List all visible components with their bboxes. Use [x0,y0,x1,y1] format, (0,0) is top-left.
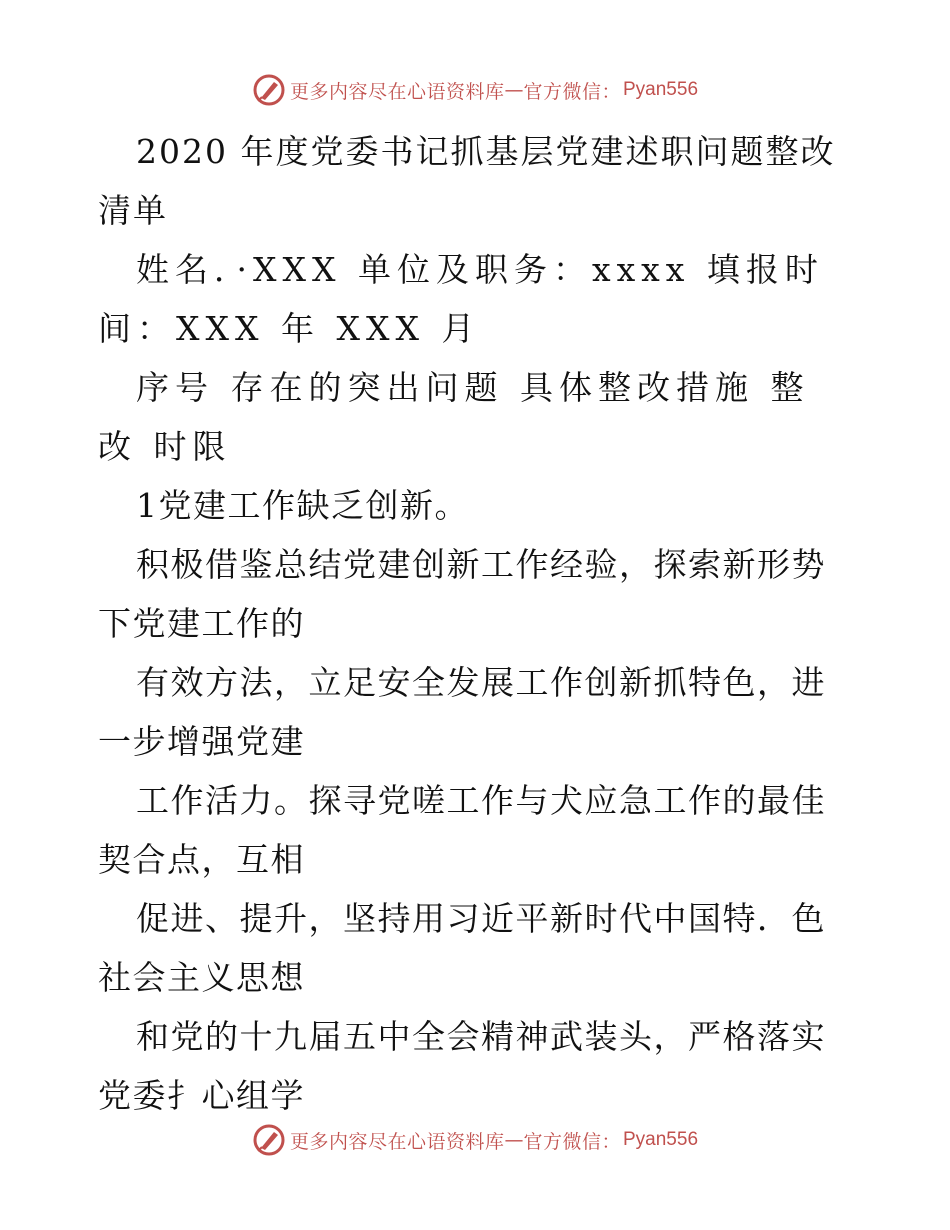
measure-paragraph-5: 和党的十九届五中全会精神武装头，严格落实党委扌心组学 [98,1017,826,1115]
table-header-line: 序号 存在的突出问题 具体整改措施 整 改 时限 [98,368,810,466]
measure-paragraph-1: 积极借鉴总结党建创新工作经验，探索新形势下党建工作的 [98,545,826,643]
measure-paragraph-4: 促进、提升，坚持用习近平新时代中国特．色社会主义思想 [98,899,826,997]
watermark-footer [0,1120,950,1160]
issue-item-1: 1党建工作缺乏创新。 [136,486,469,525]
name-unit-line: 姓名．·XXX 单位及职务：xxxx 填报时间：XXX 年 XXX 月 [98,250,824,348]
watermark-wechat-id: Pyan556 [623,79,699,100]
measure-paragraph-3: 工作活力。探寻党嗟工作与犬应急工作的最佳契合点，互相 [98,781,826,879]
watermark-separator: — [504,1129,524,1151]
document-body [98,122,858,1125]
watermark-official-label: 官方微信： [523,1130,621,1153]
watermark-official-label: 官方微信： [523,80,621,103]
measure-paragraph-2: 有效方法，立足安全发展工作创新抓特色，进一步增强党建 [98,663,826,761]
watermark-main-text: 更多内容尽在心语资料库 [289,80,505,103]
document-title: 2020 年度党委书记抓基层党建述职问题整改清单 [98,132,836,230]
watermark-main-text: 更多内容尽在心语资料库 [289,1130,505,1153]
watermark-header [0,70,950,110]
quill-logo-icon [252,1123,286,1157]
watermark-wechat-id: Pyan556 [623,1129,699,1150]
watermark-separator: — [504,79,524,101]
quill-logo-icon [252,73,286,107]
